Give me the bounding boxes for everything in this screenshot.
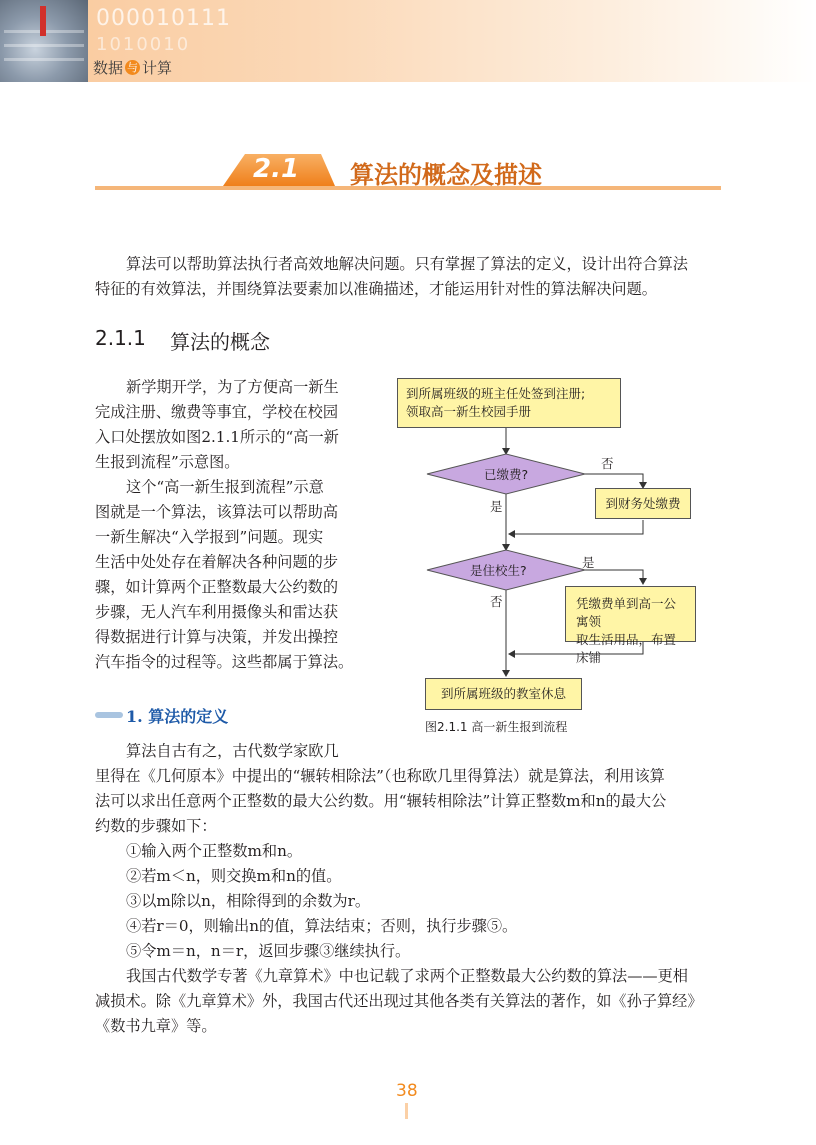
page-number: 38 xyxy=(396,1081,418,1101)
step-line: ④若r＝0，则输出n的值，算法结束；否则，执行步骤⑤。 xyxy=(126,917,518,935)
flow-box-register xyxy=(397,378,621,428)
left-col-line: 生报到流程”示意图。 xyxy=(95,453,240,471)
subsection-title: 算法的概念 xyxy=(170,330,270,354)
book-title-right: 计算 xyxy=(142,59,173,77)
book-title-left: 数据 xyxy=(93,59,124,77)
body-line: 减损术。除《九章算术》外，我国古代还出现过其他各类有关算法的著作，如《孙子算经》 xyxy=(95,992,703,1010)
decision-paid-no: 否 xyxy=(601,456,614,471)
figure-caption: 图2.1.1 高一新生报到流程 xyxy=(425,720,568,734)
left-col-line: 一新生解决“入学报到”问题。现实 xyxy=(95,528,324,546)
body-line: 约数的步骤如下： xyxy=(95,817,217,835)
left-col-line: 入口处摆放如图2.1.1所示的“高一新 xyxy=(95,428,339,446)
flow-box-dorm-line2: 取生活用品，布置床铺 xyxy=(576,632,677,665)
left-col-line: 新学期开学，为了方便高一新生 xyxy=(126,378,339,396)
heading-bar-icon xyxy=(95,712,123,718)
left-col-line: 步骤，无人汽车利用摄像头和雷达获 xyxy=(95,603,338,621)
body-line: 《数书九章》等。 xyxy=(95,1017,217,1035)
flow-box-register-line1: 到所属班级的班主任处签到注册; xyxy=(406,386,586,401)
step-line: ②若m＜n，则交换m和n的值。 xyxy=(126,867,342,885)
intro-line-1: 算法可以帮助算法执行者高效地解决问题。只有掌握了算法的定义，设计出符合算法 xyxy=(126,255,688,273)
flow-box-classroom: 到所属班级的教室休息 xyxy=(425,678,582,710)
page-number-tick xyxy=(405,1103,408,1119)
flow-box-register-line2: 领取高一新生校园手册 xyxy=(406,404,532,419)
body-line: 里得在《几何原本》中提出的“辗转相除法”（也称欧几里得算法）就是算法，利用该算 xyxy=(95,767,665,785)
left-col-line: 这个“高一新生报到流程”示意 xyxy=(126,478,324,496)
section-title: 算法的概念及描述 xyxy=(350,161,542,189)
decision-resident-label: 是住校生? xyxy=(470,563,527,578)
left-col-line: 得数据进行计算与决策，并发出操控 xyxy=(95,628,338,646)
book-title-connector: 与 xyxy=(127,61,139,74)
step-line: ⑤令m＝n，n＝r，返回步骤③继续执行。 xyxy=(126,942,411,960)
book-title xyxy=(93,57,172,78)
subsection-number: 2.1.1 xyxy=(95,326,146,350)
flow-arrow xyxy=(509,520,643,534)
section-number: 2.1 xyxy=(253,154,300,184)
left-col-line: 图就是一个算法，该算法可以帮助高 xyxy=(95,503,338,521)
left-col-line: 汽车指令的过程等。这些都属于算法。 xyxy=(95,653,354,671)
header-binary-decoration-2: 1010010 xyxy=(96,34,191,55)
body-line: 算法自古有之，古代数学家欧几 xyxy=(126,742,339,760)
step-line: ③以m除以n，相除得到的余数为r。 xyxy=(126,892,371,910)
left-col-line: 骤，如计算两个正整数最大公约数的 xyxy=(95,578,338,596)
heading-algorithm-definition: 1. 算法的定义 xyxy=(126,707,229,726)
step-line: ①输入两个正整数m和n。 xyxy=(126,842,303,860)
intro-line-2: 特征的有效算法，并围绕算法要素加以准确描述，才能运用针对性的算法解决问题。 xyxy=(95,280,657,298)
flow-arrow xyxy=(585,570,643,584)
flow-box-dorm-line1: 凭缴费单到高一公寓领 xyxy=(576,596,677,629)
header-binary-decoration: 000010111 xyxy=(96,6,231,31)
left-col-line: 完成注册、缴费等事宜，学校在校园 xyxy=(95,403,338,421)
decision-paid-label: 已缴费? xyxy=(484,467,529,482)
decision-resident-yes: 是 xyxy=(582,555,595,570)
body-line: 我国古代数学专著《九章算术》中也记载了求两个正整数最大公约数的算法——更相 xyxy=(126,967,688,985)
red-spire-icon xyxy=(40,6,46,36)
header-city-image xyxy=(0,0,88,82)
body-line: 法可以求出任意两个正整数的最大公约数。用“辗转相除法”计算正整数m和n的最大公 xyxy=(95,792,667,810)
flow-box-dorm xyxy=(565,586,696,665)
decision-resident-no: 否 xyxy=(490,594,503,609)
flow-box-pay: 到财务处缴费 xyxy=(595,488,691,519)
decision-paid-yes: 是 xyxy=(490,499,503,514)
flow-arrow xyxy=(585,474,643,488)
left-col-line: 生活中处处存在着解决各种问题的步 xyxy=(95,553,338,571)
